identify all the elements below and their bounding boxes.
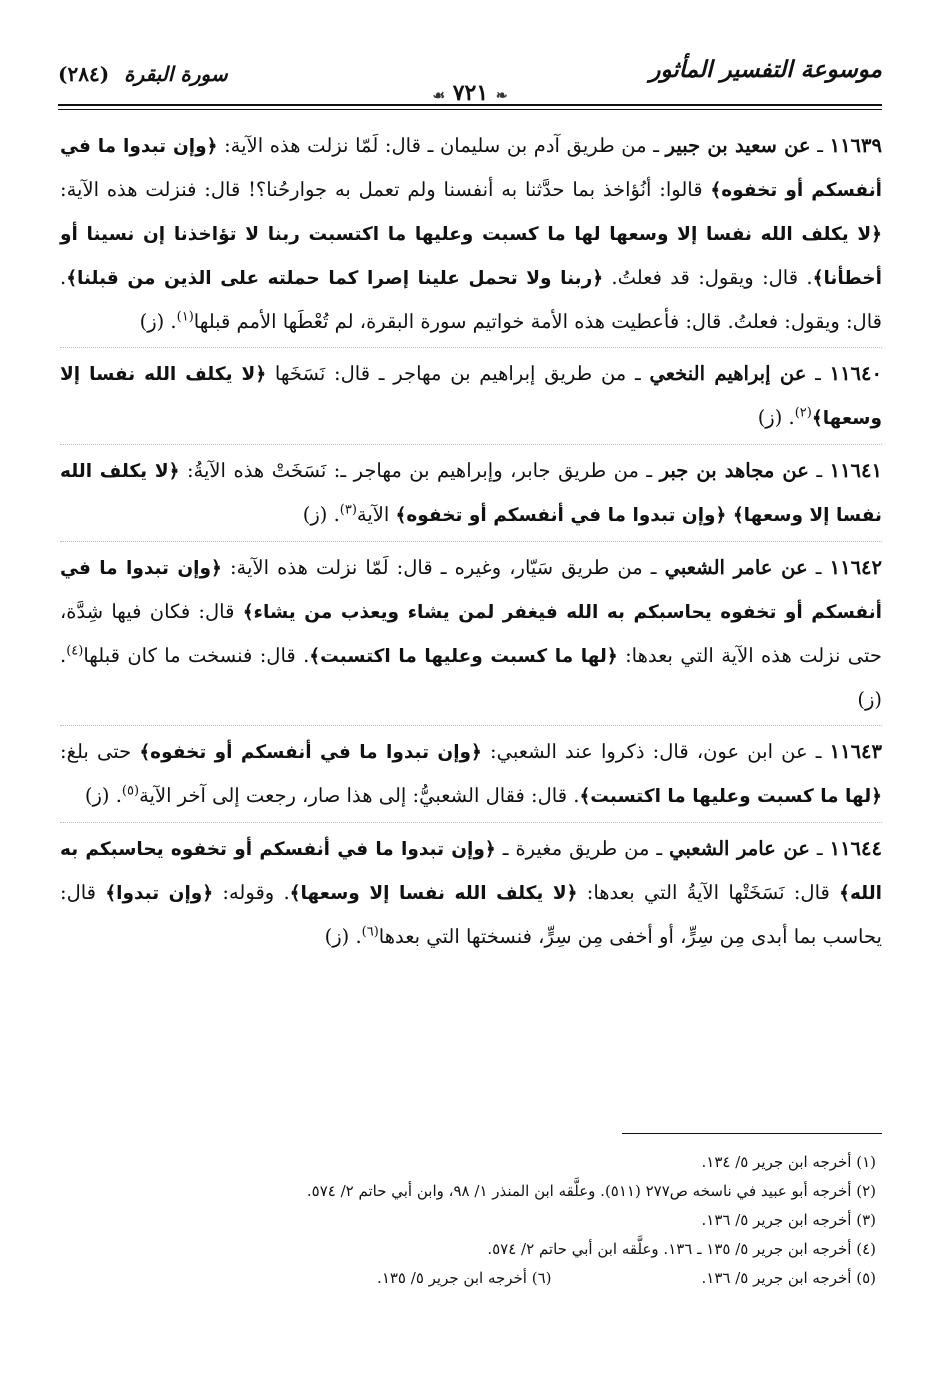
narration-text: ـ من طريق سَيّار، وغيره ـ قال: لَمّا نزلت هذه الآية:	[221, 556, 665, 579]
narration-text: ـ من طريق آدم بن سليمان ـ قال: لَمّا نزلت هذه الآية:	[217, 134, 666, 157]
quran-quote: ﴿وإن تبدوا ما في أنفسكم أو تخفوه يحاسبكم به الله فيغفر لمن يشاء ويعذب من يشاء﴾	[60, 558, 882, 623]
quran-quote: ﴿ربنا ولا تحمل علينا إصرا كما حملته على الذين من قبلنا﴾	[66, 268, 604, 289]
narrations-list	[60, 124, 882, 966]
narration-number: ١١٦٤١	[829, 459, 882, 482]
footnote-3: (٣) أخرجه ابن جرير ٥/ ١٣٦.	[701, 1211, 876, 1229]
narration-text: . (ز)	[757, 406, 795, 429]
footnotes	[60, 1148, 876, 1293]
narration-number: ١١٦٣٩	[829, 134, 882, 157]
book-title: موسوعة التفسير المأثور	[649, 56, 882, 83]
footnote-ref: (٥)	[121, 783, 140, 799]
narrator-name: عن سعيد بن جبير	[665, 134, 811, 157]
page-number: ٧٢١	[452, 80, 489, 106]
narration-entry: ١١٦٤١ ـ عن مجاهد بن جبر ـ من طريق جابر، وإبراهيم بن مهاجر ـ: نَسَخَتْ هذه الآيةُ: ﴿لا يكلف الله نفسا إلا وسعها﴾ ﴿وإن تبدوا ما في أنفسكم أو تخفوه﴾ الآية$^{(٣)}$. (ز)	[60, 449, 882, 542]
narration-entry: ١١٦٤٠ ـ عن إبراهيم النخعي ـ من طريق إبراهيم بن مهاجر ـ قال: نَسَخَها ﴿لا يكلف الله نفسا إلا وسعها﴾$^{(٢)}$. (ز)	[60, 352, 882, 445]
narration-text: ـ من طريق جابر، وإبراهيم بن مهاجر ـ: نَسَخَتْ هذه الآيةُ:	[179, 459, 660, 482]
footnote-2: (٢) أخرجه أبو عبيد في ناسخه ص٢٧٧ (٥١١). وعلَّقه ابن المنذر ١/ ٩٨، وابن أبي حاتم ٢/ ٥٧٤.	[306, 1182, 876, 1200]
footnote-ref: (٣)	[339, 502, 357, 518]
page-header	[58, 52, 882, 104]
quran-quote: ﴿لا يكلف الله نفسا إلا وسعها﴾	[289, 883, 578, 904]
quran-quote: ﴿وإن تبدوا ما في أنفسكم أو تخفوه﴾	[60, 136, 883, 201]
narration-text: قال: فكان فيها شِدَّة، حتى نزلت هذه الآية التي بعدها:	[60, 600, 882, 667]
footnote-ref: (٤)	[66, 643, 84, 659]
ornament-right-icon: ☙	[432, 88, 446, 104]
narration-number: ١١٦٤٠	[829, 362, 882, 385]
narration-text: قال: نَسَخَتْها الآيةُ التي بعدها:	[577, 881, 840, 904]
quran-quote: ﴿لا يكلف الله نفسا إلا وسعها﴾ ﴿وإن تبدوا ما في أنفسكم أو تخفوه﴾	[60, 461, 882, 526]
narration-text: ـ عن ابن عون، قال: ذكروا عند الشعبي:	[481, 740, 830, 763]
quran-quote: ﴿لا يكلف الله نفسا إلا وسعها﴾	[60, 364, 882, 429]
header-divider	[58, 104, 882, 110]
narration-text: قال: يحاسب بما أبدى مِن سِرٍّ، أو أخفى مِن سِرٍّ، فنسختها التي بعدها	[60, 881, 882, 948]
footnote-5: (٥) أخرجه ابن جرير ٥/ ١٣٦.	[701, 1269, 876, 1287]
narration-entry: ١١٦٣٩ ـ عن سعيد بن جبير ـ من طريق آدم بن سليمان ـ قال: لَمّا نزلت هذه الآية: ﴿وإن تبدوا ما في أنفسكم أو تخفوه﴾ قالوا: أنُؤاخذ بما حدَّثنا به أنفسنا ولم تعمل به جوارحُنا؟! قال: فنزلت هذه الآية: ﴿لا يكلف الله نفسا إلا وسعها لها ما كسبت وعليها ما اكتسبت ربنا لا تؤاخذنا إن نسينا أو أخطأنا﴾. قال: ويقول: قد فعلتُ. ﴿ربنا ولا تحمل علينا إصرا كما حملته على الذين من قبلنا﴾. قال: ويقول: فعلتُ. قال: فأعطيت هذه الأمة خواتيم سورة البقرة، لم تُعْطَها الأمم قبلها$^{(١)}$. (ز)	[60, 124, 882, 348]
narrator-name: عن إبراهيم النخعي	[649, 362, 807, 385]
narration-text: . قال: ويقول: قد فعلتُ.	[603, 266, 813, 289]
narration-number: ١١٦٤٢	[829, 556, 882, 579]
surah-label: سورة البقرة	[124, 62, 228, 86]
narration-text: ـ من طريق مغيرة ـ	[495, 837, 670, 860]
footnote-ref: (٢)	[794, 405, 812, 421]
narration-text: . قال: فقال الشعبيُّ: إلى هذا صار، رجعت إلى آخر الآية	[139, 784, 580, 807]
footnote-6: (٦) أخرجه ابن جرير ٥/ ١٣٥.	[377, 1269, 552, 1287]
footnote-4: (٤) أخرجه ابن جرير ٥/ ١٣٥ ـ ١٣٦. وعلَّقه ابن أبي حاتم ٢/ ٥٧٤.	[487, 1240, 876, 1258]
narrator-name: عن عامر الشعبي	[664, 556, 808, 579]
narration-number: ١١٦٤٣	[829, 740, 882, 763]
quran-quote: ﴿لها ما كسبت وعليها ما اكتسبت﴾	[309, 646, 618, 667]
verse-reference: (٢٨٤)	[58, 62, 110, 86]
narration-text: . (ز)	[139, 310, 177, 333]
footnote-ref: (١)	[176, 309, 194, 325]
narration-text: . (ز)	[60, 644, 882, 711]
quran-quote: ﴿لا يكلف الله نفسا إلا وسعها لها ما كسبت وعليها ما اكتسبت ربنا لا تؤاخذنا إن نسينا أو أخطأنا﴾	[60, 224, 882, 289]
quran-quote: ﴿لها ما كسبت وعليها ما اكتسبت﴾	[579, 786, 882, 807]
narration-text: حتى بلغ:	[60, 740, 140, 763]
narration-text: . قال: فنسخت ما كان قبلها	[83, 644, 310, 667]
narration-text: ـ من طريق إبراهيم بن مهاجر ـ قال: نَسَخَها	[266, 362, 650, 385]
footnote-1: (١) أخرجه ابن جرير ٥/ ١٣٤.	[701, 1153, 876, 1171]
footnote-ref: (٦)	[361, 924, 379, 940]
narrator-name: عن عامر الشعبي	[669, 837, 810, 860]
narration-text: . (ز)	[324, 925, 362, 948]
footnote-row	[60, 1264, 876, 1293]
narration-number: ١١٦٤٤	[829, 837, 882, 860]
ornament-left-icon: ❧	[495, 88, 508, 104]
narration-text: . وقوله:	[213, 881, 290, 904]
narration-text: . قال: ويقول: فعلتُ. قال: فأعطيت هذه الأمة خواتيم سورة البقرة، لم تُعْطَها الأمم قبلها	[60, 266, 882, 333]
narrator-name: عن مجاهد بن جبر	[659, 459, 809, 482]
quran-quote: ﴿وإن تبدوا ما في أنفسكم أو تخفوه يحاسبكم به الله﴾	[60, 839, 883, 904]
quran-quote: ﴿وإن تبدوا ما في أنفسكم أو تخفوه﴾	[139, 742, 482, 763]
surah-reference	[58, 62, 228, 86]
narration-entry: ١١٦٤٢ ـ عن عامر الشعبي ـ من طريق سَيّار، وغيره ـ قال: لَمّا نزلت هذه الآية: ﴿وإن تبدوا ما في أنفسكم أو تخفوه يحاسبكم به الله فيغفر لمن يشاء ويعذب من يشاء﴾ قال: فكان فيها شِدَّة، حتى نزلت هذه الآية التي بعدها: ﴿لها ما كسبت وعليها ما اكتسبت﴾. قال: فنسخت ما كان قبلها$^{(٤)}$. (ز)	[60, 546, 882, 726]
narration-text: الآية	[356, 503, 396, 526]
narration-text: . (ز)	[84, 784, 122, 807]
footnote-divider	[622, 1133, 882, 1134]
narration-entry	[60, 730, 882, 823]
quran-quote: ﴿وإن تبدوا﴾	[105, 883, 214, 904]
narration-entry: ١١٦٤٤ ـ عن عامر الشعبي ـ من طريق مغيرة ـ ﴿وإن تبدوا ما في أنفسكم أو تخفوه يحاسبكم به الله﴾ قال: نَسَخَتْها الآيةُ التي بعدها: ﴿لا يكلف الله نفسا إلا وسعها﴾. وقوله: ﴿وإن تبدوا﴾ قال: يحاسب بما أبدى مِن سِرٍّ، أو أخفى مِن سِرٍّ، فنسختها التي بعدها$^{(٦)}$. (ز)	[60, 837, 883, 948]
narration-text: . (ز)	[302, 503, 340, 526]
narration-text: قالوا: أنُؤاخذ بما حدَّثنا به أنفسنا ولم تعمل به جوارحُنا؟! قال: فنزلت هذه الآية:	[60, 178, 711, 201]
